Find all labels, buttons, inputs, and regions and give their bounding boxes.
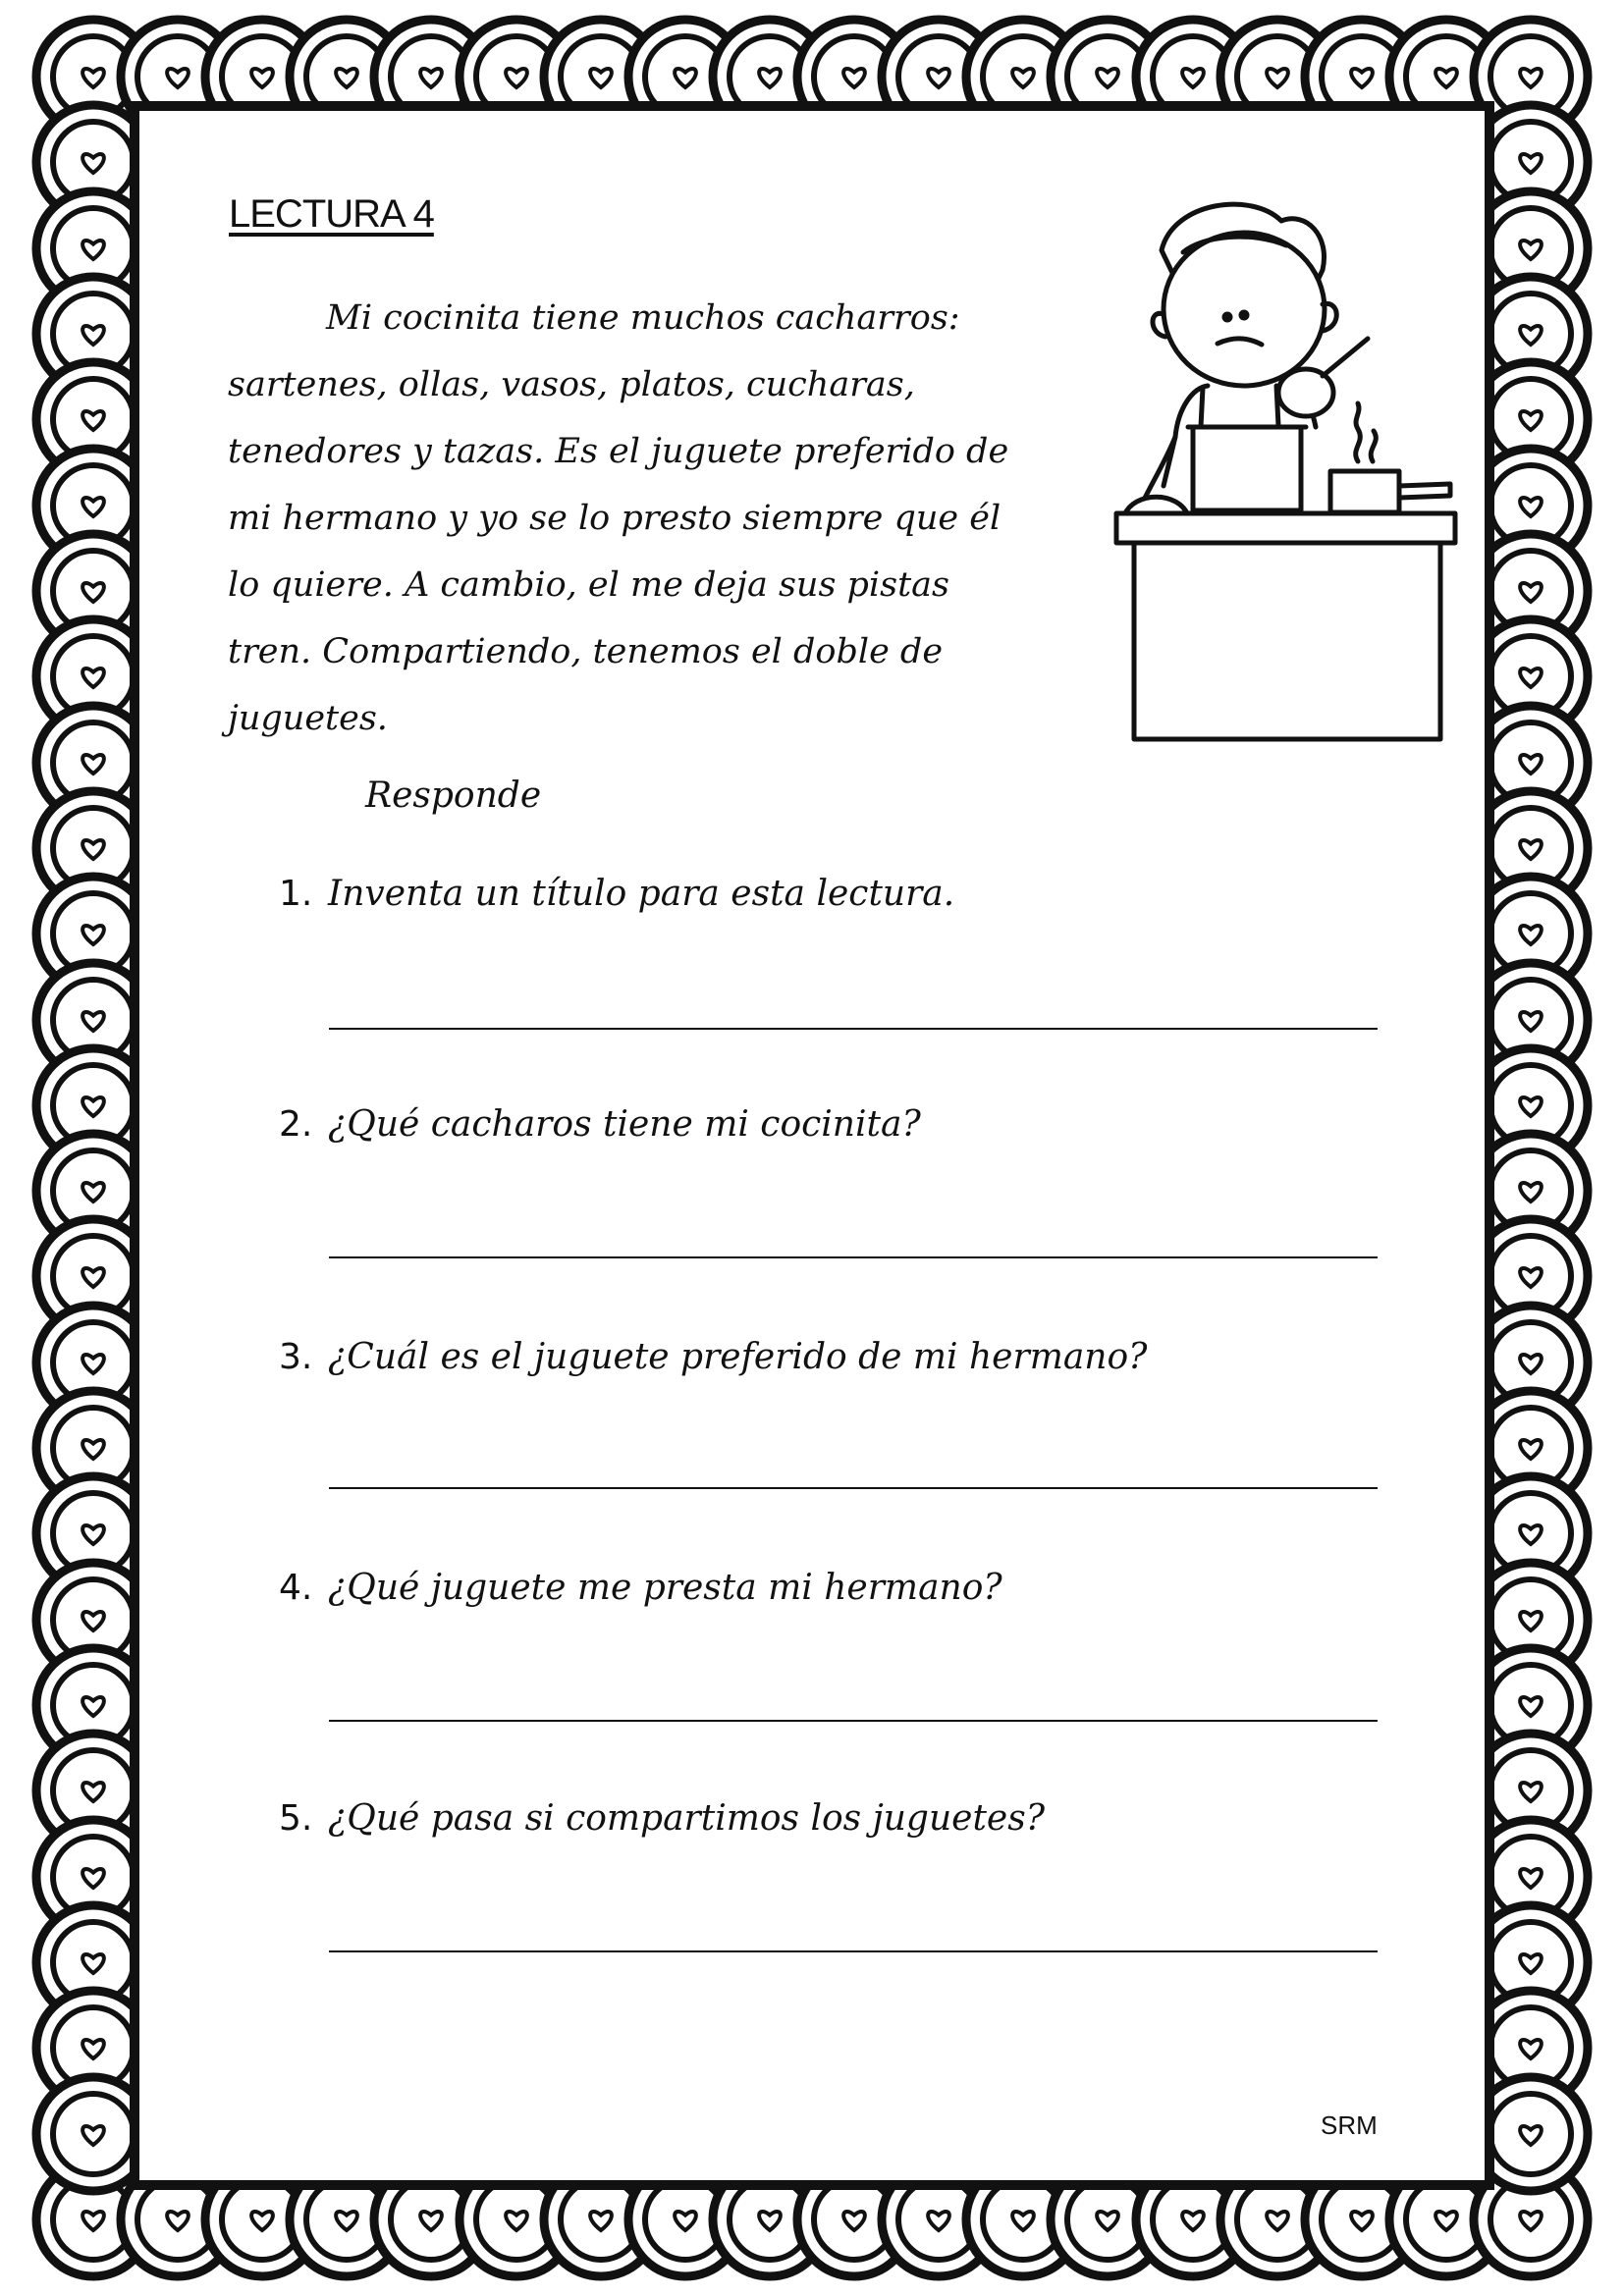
reading-line: Mi cocinita tiene muchos cacharros:: [326, 298, 960, 338]
question-item: [279, 1337, 1147, 1377]
exercise-heading: Responde: [365, 775, 542, 816]
answer-line[interactable]: [329, 1487, 1378, 1489]
reading-line: tenedores y tazas. Es el juguete preferido de: [228, 432, 1009, 471]
question-number: 1.: [279, 874, 313, 914]
question-text: ¿Cuál es el juguete preferido de mi hermano?: [328, 1337, 1148, 1377]
answer-line[interactable]: [329, 1256, 1378, 1258]
question-number: 4.: [279, 1568, 313, 1608]
reading-line: juguetes.: [228, 699, 388, 738]
question-text: ¿Qué juguete me presta mi hermano?: [328, 1568, 1002, 1608]
question-item: [279, 874, 954, 914]
question-item: [279, 1568, 1002, 1608]
question-number: 2.: [279, 1104, 313, 1145]
question-text: ¿Qué cacharos tiene mi cocinita?: [328, 1104, 921, 1145]
answer-line[interactable]: [329, 1720, 1378, 1722]
answer-line[interactable]: [329, 1028, 1378, 1030]
question-text: Inventa un título para esta lectura.: [328, 874, 955, 914]
author-signature: SRM: [1321, 2110, 1378, 2140]
question-text: ¿Qué pasa si compartimos los juguetes?: [328, 1798, 1046, 1839]
answer-line[interactable]: [329, 1950, 1378, 1952]
question-item: [279, 1104, 921, 1145]
reading-passage: [228, 285, 1092, 752]
reading-line: lo quiere. A cambio, el me deja sus pistas: [228, 565, 949, 605]
question-number: 3.: [279, 1337, 313, 1377]
boy-cooking-icon: [1105, 191, 1463, 751]
page-title: LECTURA 4: [229, 192, 434, 236]
reading-line: mi hermano y yo se lo presto siempre que él: [228, 499, 1001, 538]
question-number: 5.: [279, 1798, 313, 1839]
question-item: [279, 1798, 1045, 1839]
reading-line: tren. Compartiendo, tenemos el doble de: [228, 632, 944, 671]
reading-line: sartenes, ollas, vasos, platos, cucharas,: [228, 365, 915, 404]
